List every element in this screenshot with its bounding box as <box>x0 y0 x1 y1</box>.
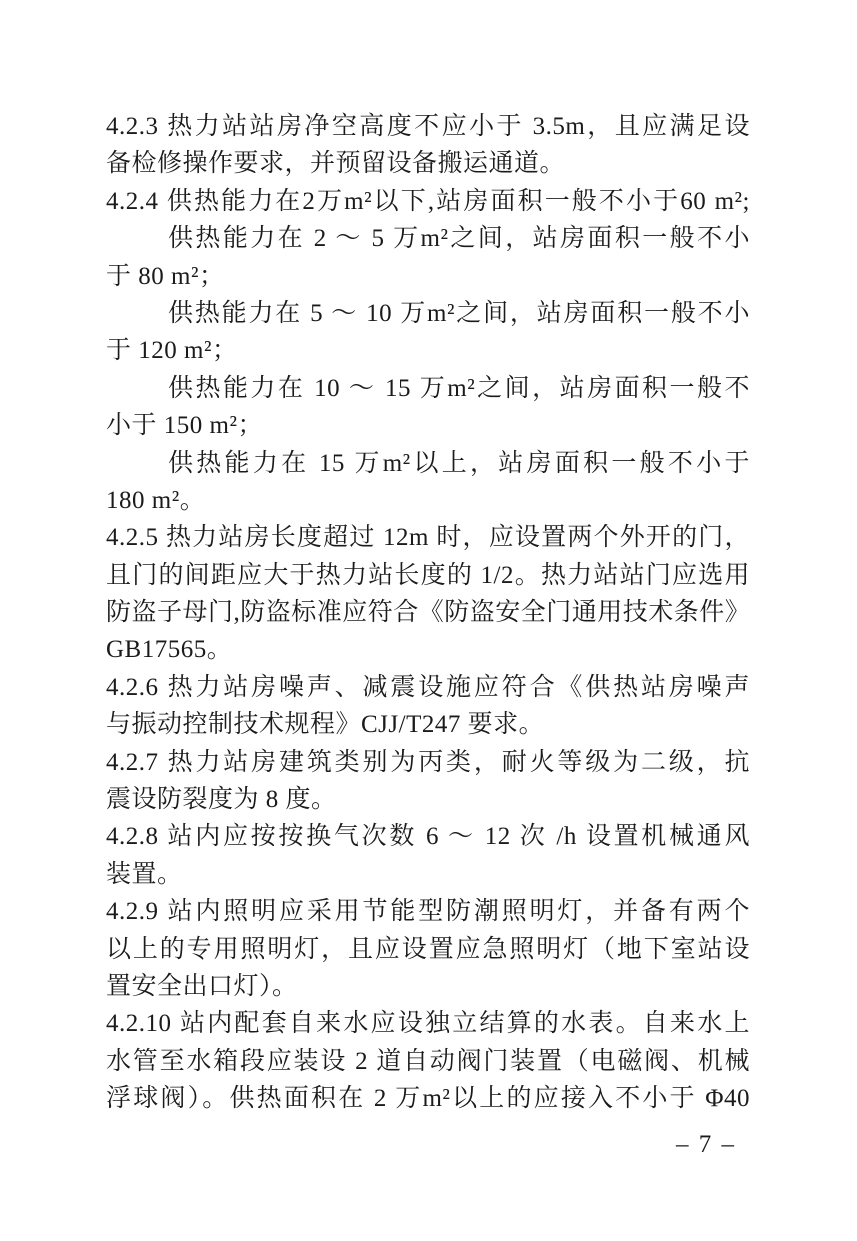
text-line: 4.2.7 热力站房建筑类别为丙类，耐火等级为二级，抗 <box>106 748 750 776</box>
text-line: 180 m²。 <box>106 486 206 514</box>
text-line: 水管至水箱段应装设 2 道自动阀门装置（电磁阀、机械 <box>106 1047 750 1075</box>
text-line: 4.2.3 热力站站房净空高度不应小于 3.5m，且应满足设 <box>106 113 750 140</box>
text-line: 震设防裂度为 8 度。 <box>106 786 337 814</box>
text-line: 与振动控制技术规程》CJJ/T247 要求。 <box>106 711 545 739</box>
text-line: 供热能力在 10 ～ 15 万m²之间，站房面积一般不 <box>168 374 750 402</box>
text-line: 于 80 m²； <box>106 262 225 290</box>
text-line: 小于 150 m²； <box>106 412 263 440</box>
text-line: 浮球阀）。供热面积在 2 万m²以上的应接入不小于 Φ40 <box>106 1085 750 1113</box>
text-line: 4.2.9 站内照明应采用节能型防潮照明灯，并备有两个 <box>106 898 750 926</box>
document-body <box>106 108 750 1118</box>
text-line: 4.2.10 站内配套自来水应设独立结算的水表。自来水上 <box>106 1010 750 1038</box>
text-line: 以上的专用照明灯，且应设置应急照明灯（地下室站设 <box>106 935 750 963</box>
text-line: 于 120 m²； <box>106 337 238 365</box>
text-line: GB17565。 <box>106 636 233 664</box>
text-line: 供热能力在 15 万m²以上，站房面积一般不小于 <box>168 449 750 477</box>
text-line: 装置。 <box>106 860 183 888</box>
text-line: 4.2.5 热力站房长度超过 12m 时，应设置两个外开的门， <box>106 524 750 552</box>
text-line: 供热能力在 2 ～ 5 万m²之间，站房面积一般不小 <box>168 225 750 253</box>
text-line: 置安全出口灯）。 <box>106 972 298 1000</box>
page-number: – 7 – <box>676 1131 736 1158</box>
text-line: 4.2.8 站内应按按换气次数 6 ～ 12 次 /h 设置机械通风 <box>106 823 750 851</box>
text-line: 4.2.4 供热能力在2万m²以下,站房面积一般不小于60 m²; <box>106 187 750 215</box>
text-line: 备检修操作要求，并预留设备搬运通道。 <box>106 150 566 178</box>
text-line: 防盗子母门,防盗标准应符合《防盗安全门通用技术条件》 <box>106 599 750 627</box>
text-line: 供热能力在 5 ～ 10 万m²之间，站房面积一般不小 <box>168 299 750 327</box>
text-line: 且门的间距应大于热力站长度的 1/2。热力站站门应选用 <box>106 561 750 589</box>
text-line: 4.2.6 热力站房噪声、减震设施应符合《供热站房噪声 <box>106 673 750 701</box>
